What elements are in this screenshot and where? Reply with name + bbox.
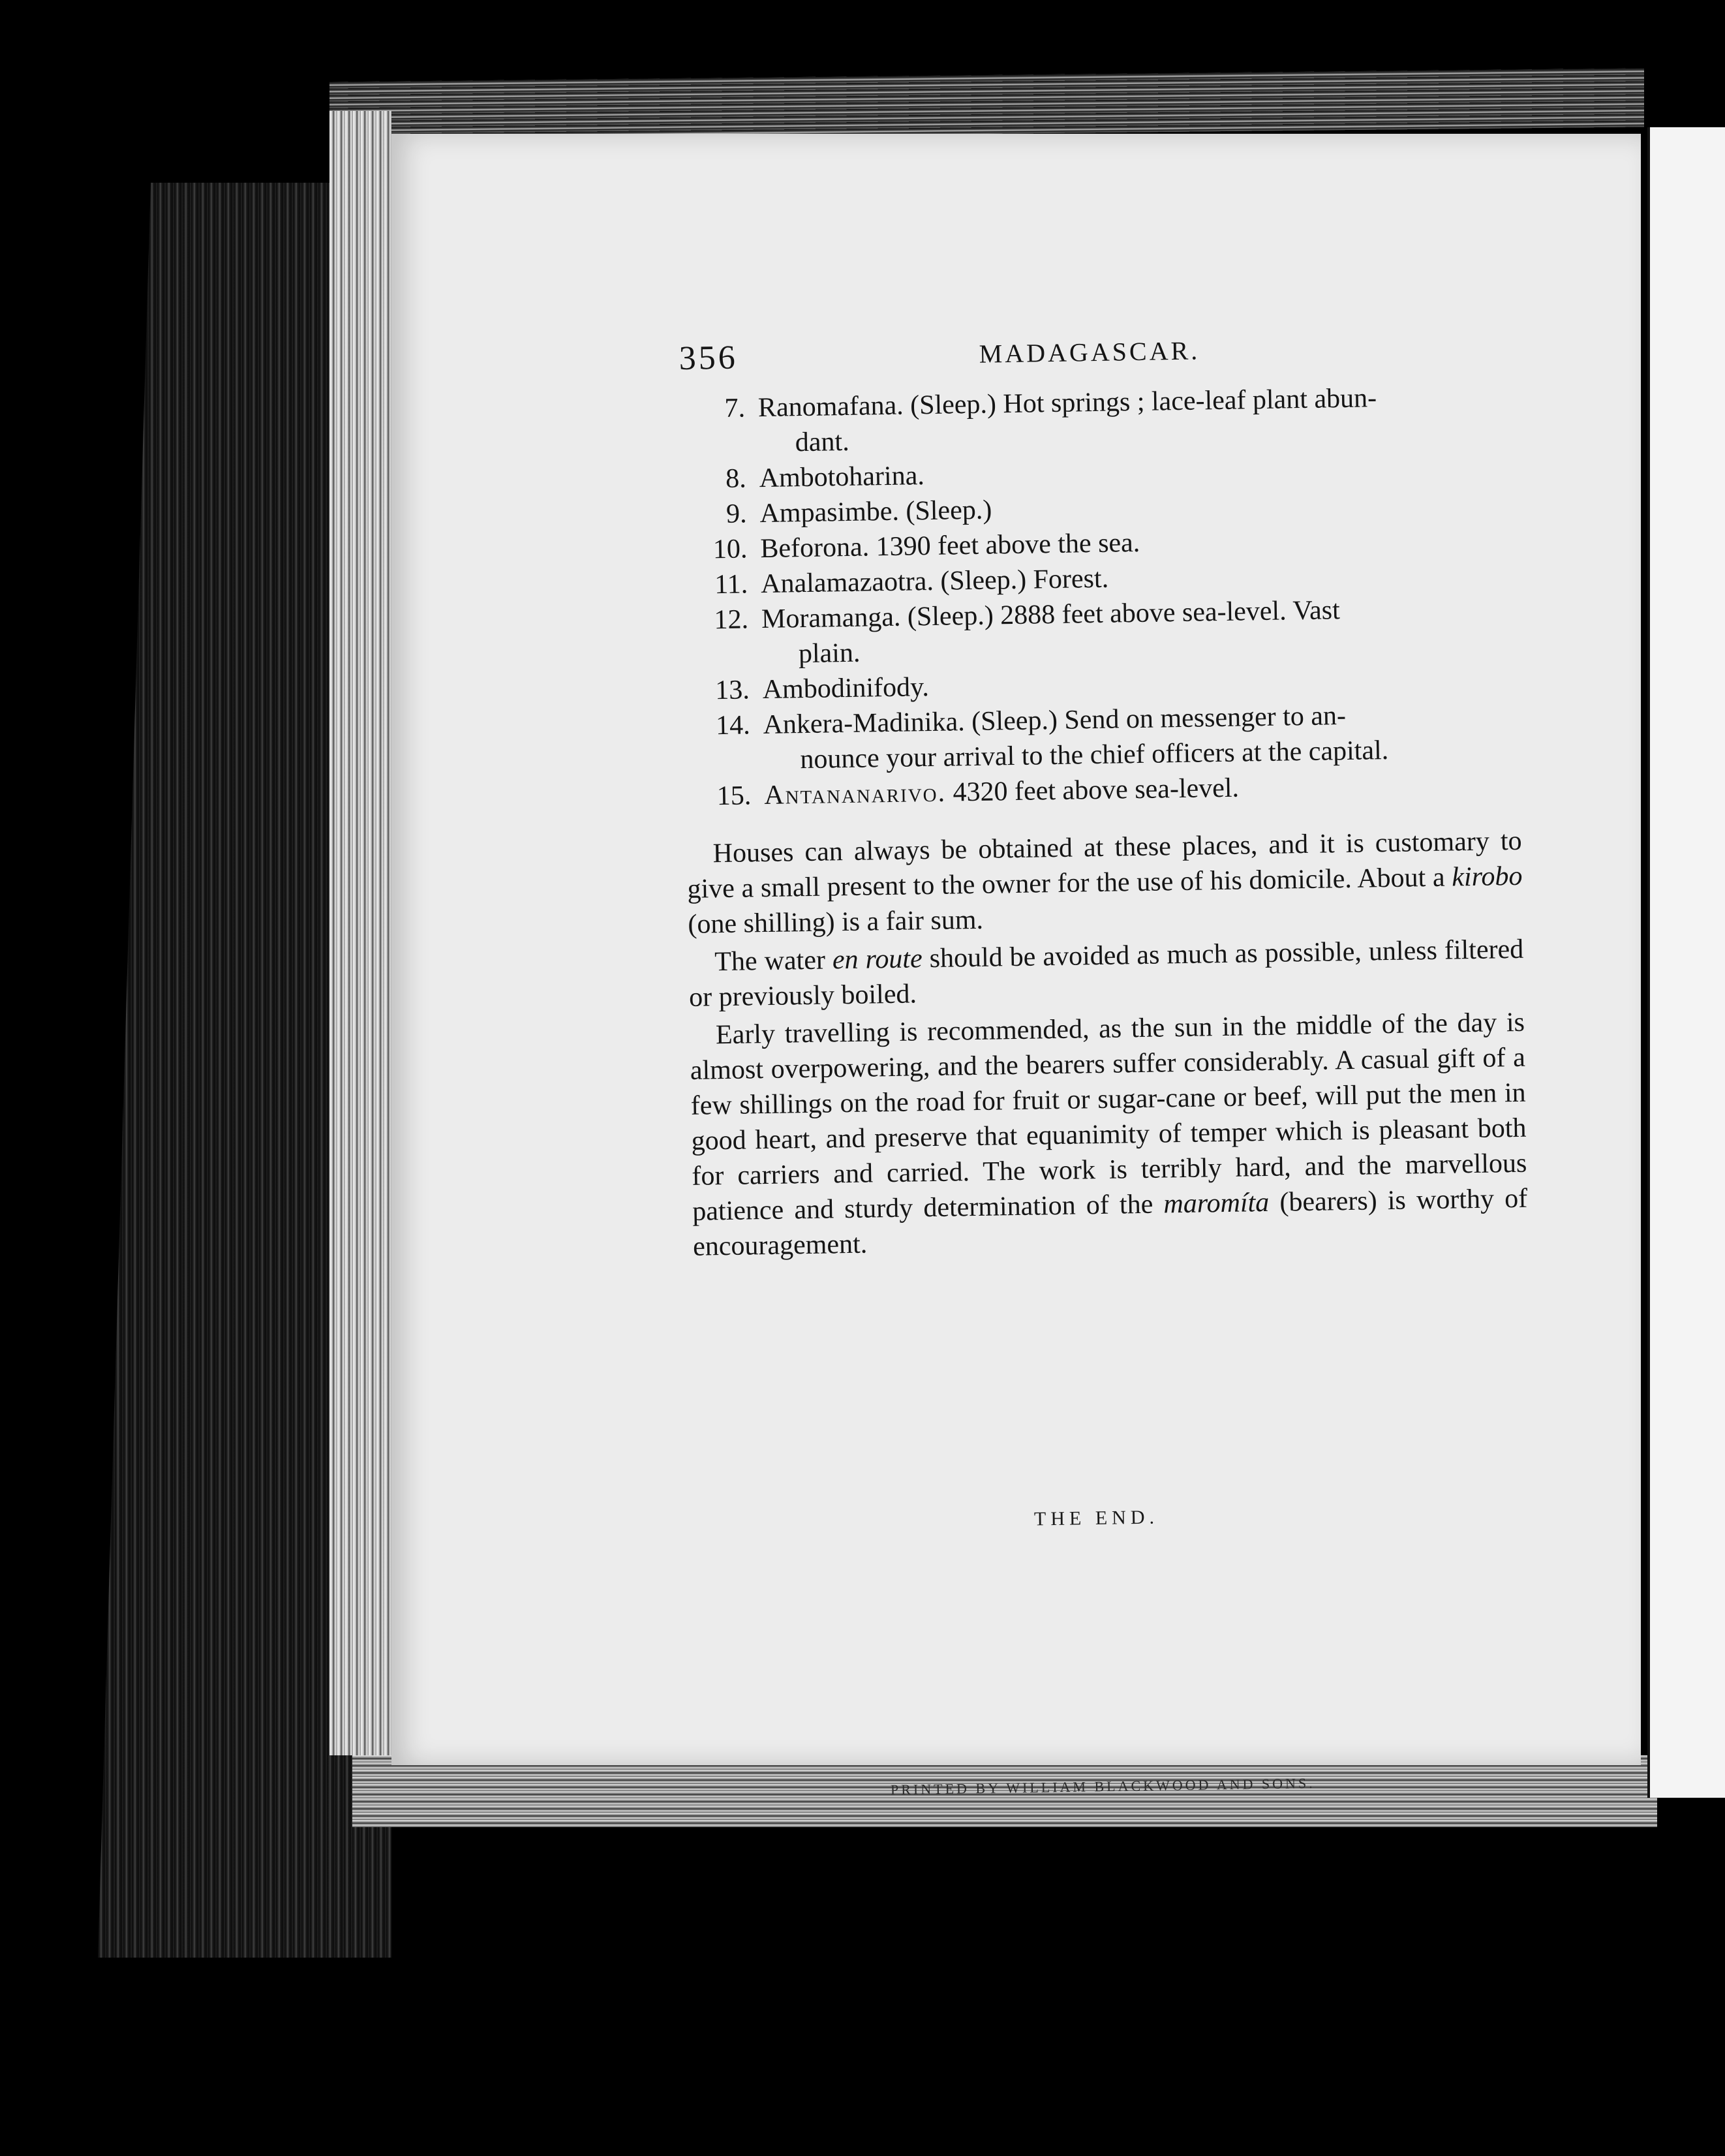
route-text: Analamazaotra. (Sleep.) Forest.	[760, 563, 1109, 600]
paragraph-houses	[686, 824, 1523, 942]
route-text: Ankera-Madinika. (Sleep.) Send on messenger to an-	[763, 701, 1347, 741]
route-number: 9.	[725, 499, 747, 529]
paragraph-text: Houses can always be obtained at these places, and it is customary to give a small present to the owner for the use of his domicile. About a	[687, 825, 1522, 904]
route-text: Beforona. 1390 feet above the sea.	[760, 527, 1140, 564]
running-head	[679, 313, 1514, 385]
route-item	[683, 590, 1519, 673]
route-text: Ampasimbe. (Sleep.)	[759, 495, 992, 529]
route-text-continued: nounce your arrival to the chief officers at the capital.	[800, 735, 1389, 775]
paragraph-text: should be avoided as much as possible, unless filtered or previously boiled.	[688, 934, 1524, 1013]
page-number: 356	[679, 339, 739, 377]
paragraph-italic: en route	[832, 944, 923, 976]
route-text-continued: plain.	[798, 638, 861, 670]
paragraph-water	[688, 932, 1525, 1015]
route-number: 14.	[715, 710, 750, 741]
route-number: 8.	[725, 463, 747, 494]
route-list	[680, 378, 1521, 814]
printer-imprint: PRINTED BY WILLIAM BLACKWOOD AND SONS.	[890, 1774, 1315, 1798]
route-number: 13.	[714, 675, 750, 706]
paragraph-text: (bearers) is worthy of encouragement.	[692, 1183, 1528, 1262]
paragraph-text: Early travelling is recommended, as the sun in the middle of the day is almost overpowering, and the bearers suffer considerably. A casual gift of a few shillings on the road for fruit or sugar-cane or beef, will put the men in good heart, and preserve that equanimity of temper which is pleasant both for carriers and carried. The work is terribly hard, and the marvellous patience and sturdy determination of the	[690, 1007, 1527, 1227]
page-edges-left	[329, 111, 391, 1755]
route-number: 12.	[714, 604, 749, 636]
paragraph-text: The water	[714, 945, 833, 978]
route-text: Ambodinifody.	[762, 672, 930, 705]
route-text: Ambotoharina.	[759, 461, 925, 494]
paragraph-italic: kirobo	[1451, 861, 1523, 893]
paragraph-italic: maromíta	[1163, 1187, 1270, 1220]
route-text-continued: dant.	[795, 426, 849, 458]
text-block	[679, 313, 1528, 1265]
route-text: Moramanga. (Sleep.) 2888 feet above sea-level. Vast	[761, 595, 1341, 635]
route-number: 10.	[712, 534, 748, 565]
paragraph-travelling	[690, 1005, 1529, 1265]
the-end-label: THE END.	[1033, 1506, 1159, 1530]
facing-page-edge	[1647, 127, 1725, 1798]
page-title: MADAGASCAR.	[979, 335, 1200, 369]
route-number: 7.	[724, 393, 746, 424]
destination-name: Antananarivo.	[763, 777, 947, 811]
route-text-rest: 4320 feet above sea-level.	[945, 773, 1240, 808]
route-item	[680, 378, 1516, 462]
route-number: 15.	[716, 780, 752, 812]
route-item	[684, 696, 1521, 779]
paragraph-text: (one shilling) is a fair sum.	[688, 904, 984, 940]
page-edges-top	[329, 68, 1644, 140]
route-text: Ranomafana. (Sleep.) Hot springs ; lace-leaf plant abun-	[757, 383, 1377, 424]
route-number: 11.	[714, 569, 748, 600]
